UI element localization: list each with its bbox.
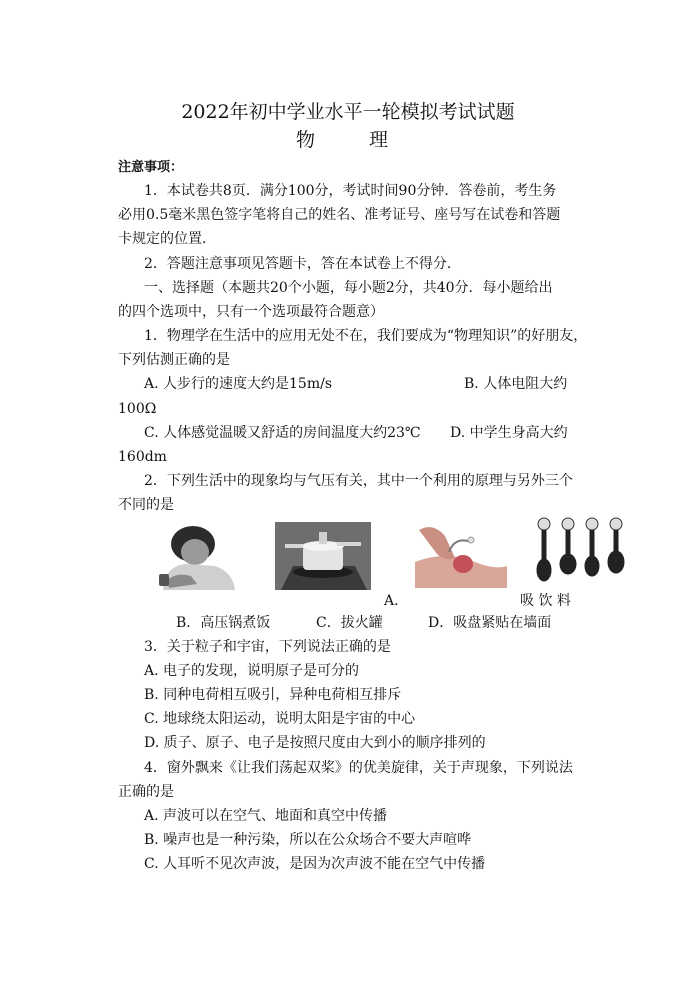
notice-line-3: 卡规定的位置． <box>118 231 216 247</box>
q2-option-a-label: A． <box>384 593 409 609</box>
q3-stem: 3．关于粒子和宇宙，下列说法正确的是 <box>144 639 391 655</box>
q1-option-b-cont: 100Ω <box>118 401 157 417</box>
q2-option-a-text: 吸 饮 料 <box>520 593 571 609</box>
section-heading-2: 的四个选项中，只有一个选项最符合题意） <box>118 304 384 320</box>
q4-option-a: A. 声波可以在空气、地面和真空中传播 <box>144 808 388 824</box>
notice-line-4: 2．答题注意事项见答题卡，答在本试卷上不得分． <box>144 256 461 272</box>
q2-option-d: D．吸盘紧贴在墙面 <box>428 615 552 631</box>
notice-line-2: 必用0.5毫米黑色签字笔将自己的姓名、准考证号、座号写在试卷和答题 <box>118 207 561 223</box>
q2-option-c: C．拔火罐 <box>316 615 383 631</box>
q2-stem-1: 2．下列生活中的现象均与气压有关，其中一个利用的原理与另外三个 <box>144 473 573 489</box>
cupping-image <box>415 522 507 588</box>
notice-line-1: 1．本试卷共8页．满分100分，考试时间90分钟．答卷前，考生务 <box>144 183 557 199</box>
q3-option-c: C. 地球绕太阳运动，说明太阳是宇宙的中心 <box>144 711 416 727</box>
q1-option-c: C. 人体感觉温暖又舒适的房间温度大约23℃ <box>144 425 421 441</box>
q2-option-b: B．高压锅煮饭 <box>176 615 271 631</box>
q1-option-d: D. 中学生身高大约 <box>450 425 568 441</box>
q1-option-a: A. 人步行的速度大约是15m/s <box>144 376 333 392</box>
q2-stem-2: 不同的是 <box>118 497 174 513</box>
subject-title: 物 理 <box>295 129 413 151</box>
suction-hooks-image <box>530 514 630 584</box>
q4-stem-2: 正确的是 <box>118 784 174 800</box>
q1-stem-2: 下列估测正确的是 <box>118 352 230 368</box>
drinking-person-image <box>157 522 237 590</box>
q3-option-a: A. 电子的发现，说明原子是可分的 <box>144 663 360 679</box>
q4-stem-1: 4．窗外飘来《让我们荡起双桨》的优美旋律，关于声现象，下列说法 <box>144 760 573 776</box>
q4-option-b: B. 噪声也是一种污染，所以在公众场合不要大声喧哗 <box>144 832 472 848</box>
q3-option-b: B. 同种电荷相互吸引，异种电荷相互排斥 <box>144 687 402 703</box>
q4-option-c: C. 人耳听不见次声波，是因为次声波不能在空气中传播 <box>144 856 486 872</box>
page-title: 2022年初中学业水平一轮模拟考试试题 <box>181 101 515 123</box>
q1-option-d-cont: 160dm <box>118 449 167 465</box>
q1-option-b: B. 人体电阻大约 <box>464 376 568 392</box>
q1-stem-1: 1．物理学在生活中的应用无处不在，我们要成为“物理知识”的好朋友， <box>144 328 588 344</box>
pressure-cooker-image <box>275 522 371 590</box>
notice-heading: 注意事项： <box>118 160 184 175</box>
q3-option-d: D. 质子、原子、电子是按照尺度由大到小的顺序排列的 <box>144 735 486 751</box>
section-heading-1: 一、选择题（本题共20个小题，每小题2分，共40分．每小题给出 <box>144 280 553 296</box>
